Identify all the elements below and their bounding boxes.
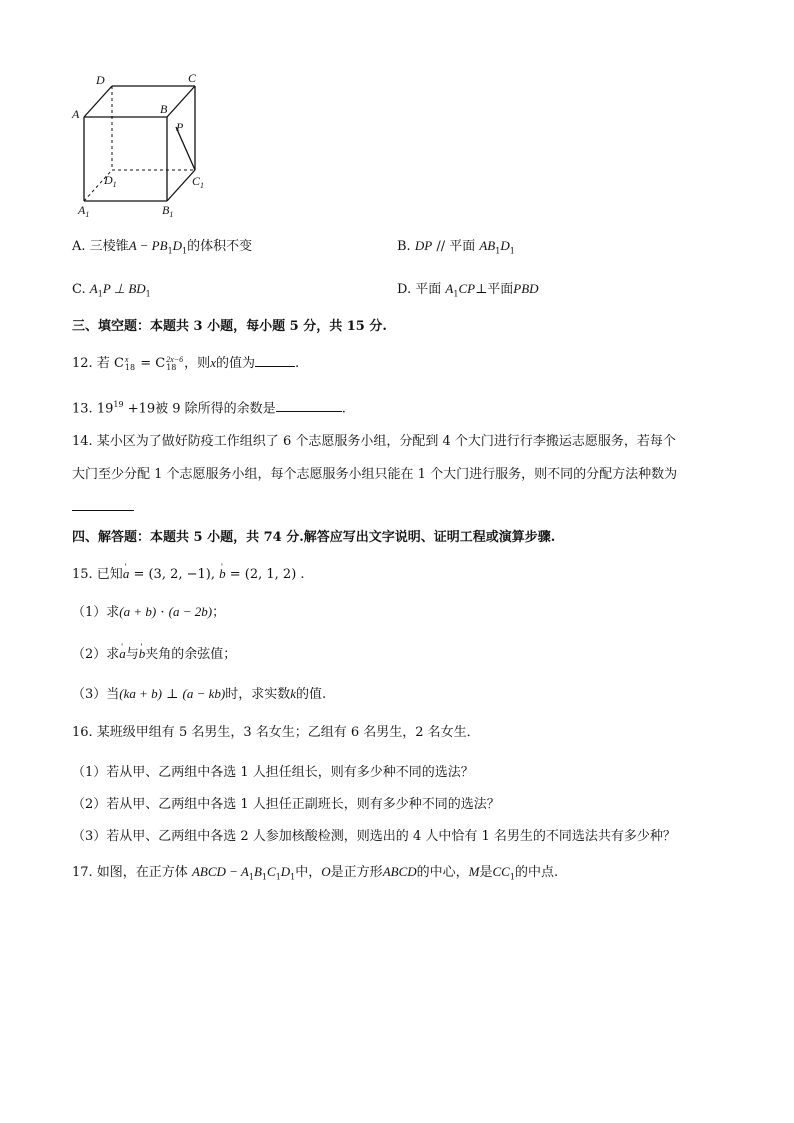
option-c: C. $A_1P$ ⊥ $BD_1$ (72, 281, 151, 299)
edge-B1C1 (167, 170, 195, 201)
section-heading-solve: 四、解答题：本题共 5 小题，共 74 分.解答应写出文字说明、证明工程或演算步骤. (72, 530, 556, 545)
question-14-blank[interactable] (72, 498, 134, 517)
question-16: 16. 某班级甲组有 5 名男生，3 名女生；乙组有 6 名男生，2 名女生． (72, 725, 480, 740)
vertex-label-C1: $C_1$ (192, 174, 205, 190)
question-17: 17. 如图，在正方体 ABCD − $A_1B_1C_1D_1$中，O是正方形ABCD的中心，M是$CC_1$的中点. (72, 864, 559, 882)
question-15: 15. 已知' a = (3, 2, −1), ' b = (2, 1, 2) . (72, 565, 305, 584)
question-15-part2: （2）求' a与' b夹角的余弦值； (72, 645, 236, 664)
edge-BC (167, 86, 195, 117)
vertex-label-D1: $D_1$ (104, 173, 117, 189)
question-16-part2: （2）若从甲、乙两组中各选 1 人担任正副班长，则有多少种不同的选法？ (72, 797, 500, 812)
edge-AD (84, 86, 112, 117)
option-a: A. 三棱锥$A - PB_1D_1$的体积不变 (72, 238, 253, 256)
question-15-part1: （1）求(a + b) · (a − 2b)； (72, 604, 226, 620)
answer-blank[interactable] (276, 399, 342, 412)
question-13: 13. $19^{19} +19$被 9 除所得的余数是 . (72, 400, 346, 417)
vertex-label-B: B (160, 102, 168, 116)
vertex-label-D: D (96, 73, 105, 87)
question-12: 12. 若 C x 18 = C 2x−6 18 ，则x的值为 . (72, 354, 300, 372)
vertex-label-A: A (72, 107, 80, 121)
option-d: D. 平面 $A_1CP\perp$平面PBD (397, 281, 539, 299)
option-b: B. DP // 平面 $AB_1D_1$ (397, 238, 515, 256)
answer-blank[interactable] (255, 354, 295, 367)
question-14-line1: 14. 某小区为了做好防疫工作组织了 6 个志愿服务小组，分配到 4 个大门进行行李搬运志愿服务，若每个 (72, 434, 676, 449)
question-16-part1: （1）若从甲、乙两组中各选 1 人担任组长，则有多少种不同的选法？ (72, 765, 474, 780)
section-heading-fill-in: 三、填空题：本题共 3 小题，每小题 5 分，共 15 分. (72, 319, 387, 334)
vertex-label-P: P (176, 120, 184, 134)
vertex-label-C: C (188, 71, 197, 85)
question-16-part3: （3）若从甲、乙两组中各选 2 人参加核酸检测，则选出的 4 人中恰有 1 名男生的不同选法共有多少种？ (72, 829, 676, 844)
vertex-label-A1: $A_1$ (78, 203, 90, 219)
cube-figure (70, 68, 220, 220)
question-14-line2: 大门至少分配 1 个志愿服务小组，每个志愿服务小组只能在 1 个大门进行服务，则不同的分配方法种数为 (72, 467, 678, 482)
question-15-part3: （3）当(ka + b) ⊥ (a − kb)时，求实数k的值. (72, 686, 327, 702)
vertex-label-B1: $B_1$ (162, 203, 174, 219)
